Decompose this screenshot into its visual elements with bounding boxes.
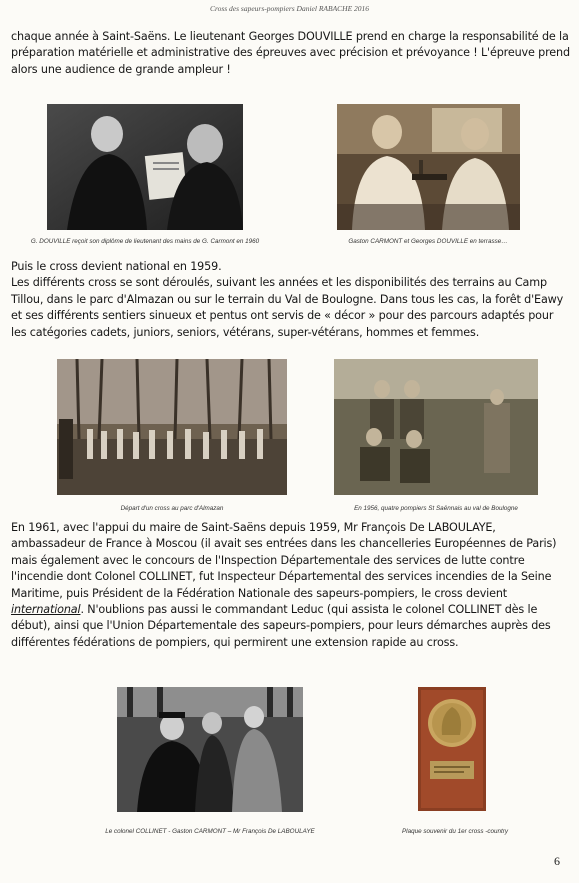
paragraph-international-part1: En 1961, avec l'appui du maire de Saint-Saëns depuis 1959, Mr François De LABOULAYE, ambassadeur de France à Moscou (il avait ses entrées dans les chancelleries Européennes de Paris) mais également avec le concours de l'Inspection Départementale des services de lutte contre l'incendie dont Colonel COLLINET, fut Inspecteur Départemental des services incendies de la Seine Maritime, puis Président de la Fédération Nationale des sapeurs-pompiers, le cross devient: [11, 521, 557, 600]
paragraph-douville: chaque année à Saint-Saëns. Le lieutenant Georges DOUVILLE prend en charge la responsabilité de la préparation matérielle et administrative des épreuves avec précision et prévoyance ! L'épreuve prend alors une audience de grande ampleur !: [11, 30, 570, 76]
paragraph-international: [11, 520, 573, 651]
paragraph-international-part2: . N'oublions pas aussi le commandant Leduc (qui assista le colonel COLLINET dès le début), ainsi que l'Union Départementale des sapeurs-pompiers, pour leurs démarches auprès des différentes fédérations de pompiers, qui permirent une extension rapide au cross.: [11, 603, 551, 649]
caption-photo-cross-start: Départ d'un cross au parc d'Almazan: [120, 505, 224, 512]
caption-photo-collinet: Le colonel COLLINET - Gaston CARMONT – Mr François De LABOULAYE: [105, 828, 315, 835]
photo-diploma: [47, 104, 243, 230]
photo-collinet-carmont-laboulaye: [117, 687, 303, 812]
page-number: 6: [554, 854, 560, 868]
caption-photo-four-firemen: En 1956, quatre pompiers St Saënnais au val de Boulogne: [354, 505, 518, 512]
caption-photo-terrace: Gaston CARMONT et Georges DOUVILLE en terrasse…: [348, 238, 508, 245]
photo-four-firemen: [334, 359, 538, 495]
paragraph-national: [11, 259, 571, 341]
paragraph-national-first-line: Puis le cross devient national en 1959.: [11, 260, 222, 273]
page-header: Cross des sapeurs-pompiers Daniel RABACHE 2016: [209, 4, 370, 13]
paragraph-national-body: Les différents cross se sont déroulés, suivant les années et les disponibilités des terrains au Camp Tillou, dans le parc d'Almazan ou sur le terrain du Val de Boulogne. Dans tous les cas, la forêt d'Eawy et ses différents sentiers sinueux et pentus ont servis de « décor » pour des parcours adaptés pour les catégories cadets, juniors, seniors, vétérans, super-vétérans, hommes et femmes.: [11, 276, 564, 339]
caption-photo-diploma: G. DOUVILLE reçoit son diplôme de lieutenant des mains de G. Carmont en 1960: [30, 238, 260, 245]
emphasis-international: international: [11, 603, 81, 617]
photo-cross-start: [57, 359, 287, 495]
caption-photo-plaque: Plaque souvenir du 1er cross -country: [401, 828, 509, 835]
photo-terrace: [337, 104, 520, 230]
photo-plaque: [418, 687, 486, 811]
